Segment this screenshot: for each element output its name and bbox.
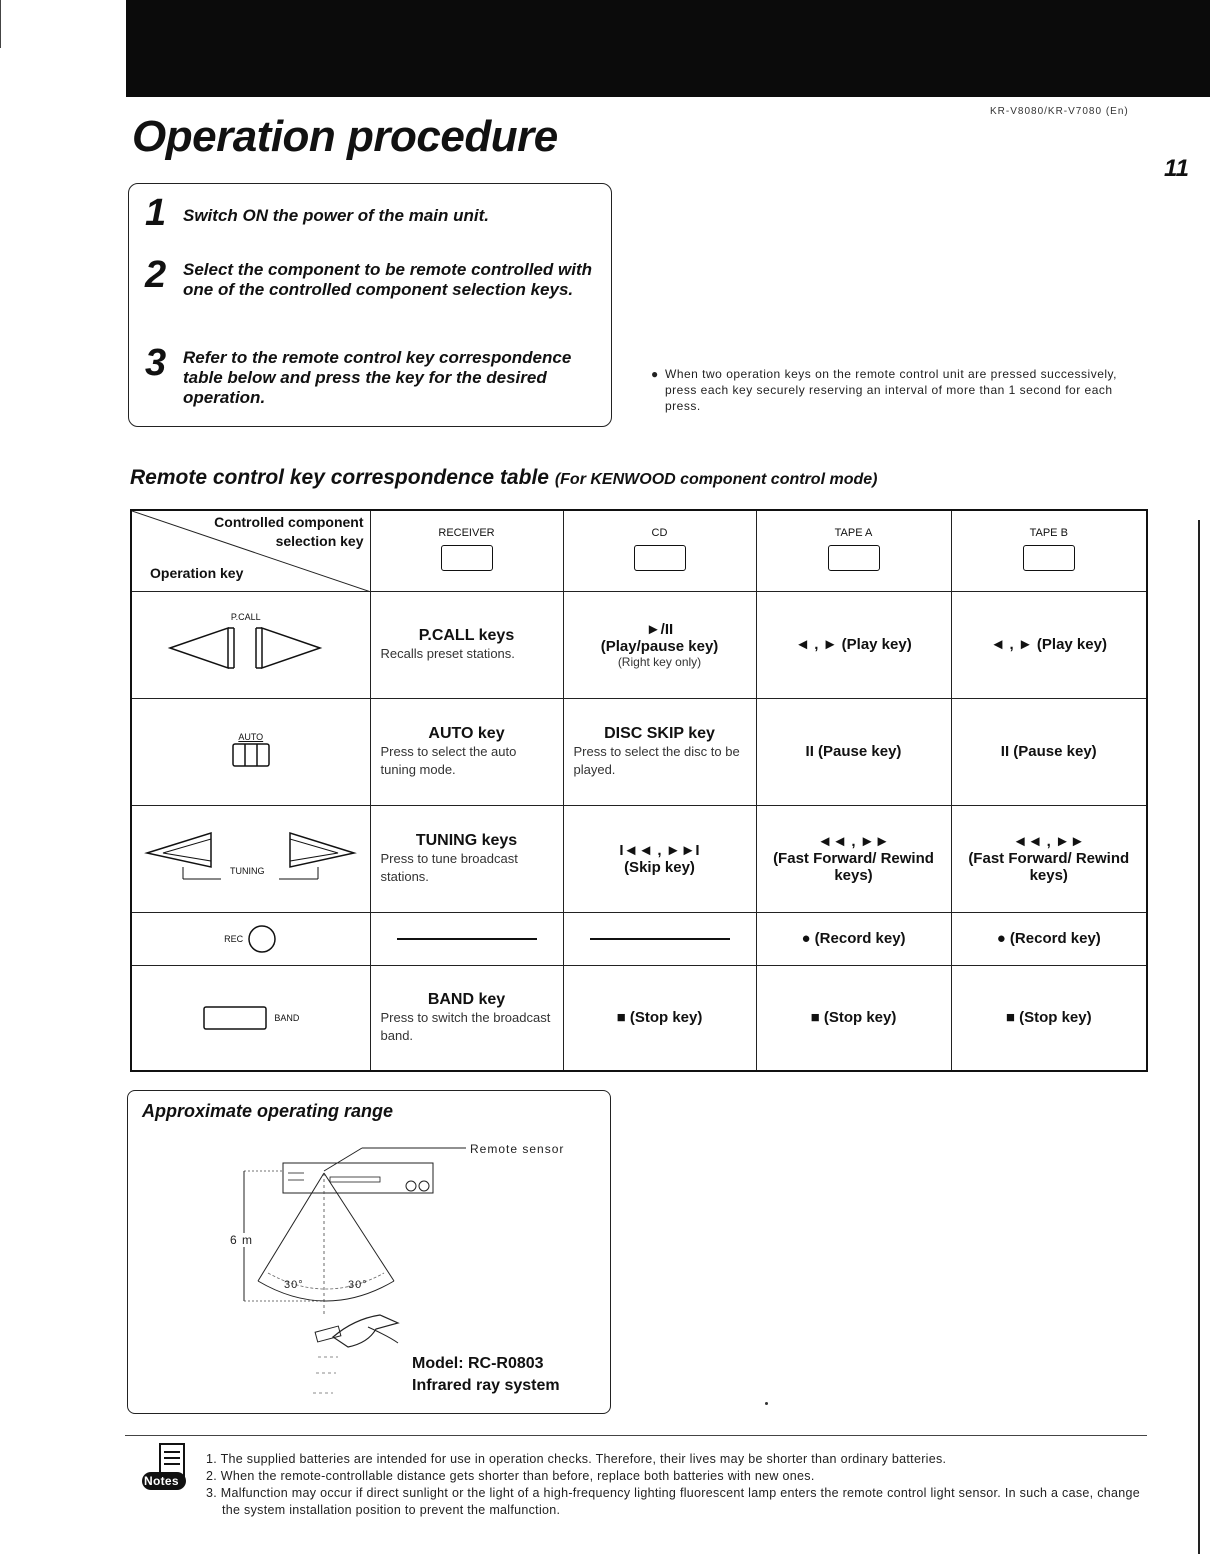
column-receiver <box>370 510 563 591</box>
pcall-receiver-cell <box>370 591 563 698</box>
tuning-cd-symbol: I◄◄ , ►►I <box>619 841 700 859</box>
auto-key-cell <box>131 698 370 805</box>
pcall-tape-b-cell <box>951 591 1147 698</box>
auto-cd-desc: Press to select the disc to be played. <box>573 743 740 777</box>
step-3-text: Refer to the remote control key correspondence table below and press the key for the desired operation. <box>183 348 572 407</box>
notes-icon-label: Notes <box>144 1474 179 1488</box>
note-item: 3. Malfunction may occur if direct sunlight or the light of a high-frequency lighting fluorescent lamp enters the remote control light sensor. In such a case, change the system installation position to prevent the malfunction. <box>206 1486 1141 1517</box>
tape-b-key-icon <box>1023 545 1075 571</box>
auto-key-icon <box>231 742 271 768</box>
table-row <box>131 591 1147 698</box>
rec-key-cell <box>131 912 370 965</box>
steps-box <box>128 183 612 427</box>
column-cd <box>563 510 756 591</box>
angle-right-label: 30° <box>348 1279 368 1291</box>
auto-tape-a-text: II (Pause key) <box>805 743 902 760</box>
auto-cd-title: DISC SKIP key <box>604 724 715 742</box>
step-1-text: Switch ON the power of the main unit. <box>183 206 490 225</box>
band-cd-text: ■ (Stop key) <box>616 1009 703 1027</box>
auto-tape-b-text: II (Pause key) <box>1000 743 1097 760</box>
auto-tape-b-cell <box>951 698 1147 805</box>
range-title: Approximate operating range <box>142 1101 394 1121</box>
tuning-keys-icon <box>143 827 358 887</box>
table-row <box>131 805 1147 912</box>
band-key-cell <box>131 965 370 1071</box>
column-receiver-label: RECEIVER <box>438 526 495 539</box>
pcall-receiver-title: P.CALL keys <box>418 626 515 644</box>
tuning-tape-a-symbol: ◄◄ , ►► <box>817 833 890 850</box>
rec-tape-b-text: ● (Record key) <box>996 930 1101 947</box>
stray-dot <box>765 1402 768 1405</box>
step-2-text: Select the component to be remote controlled with one of the controlled component selection keys. <box>183 260 592 299</box>
tuning-receiver-desc: Press to tune broadcast stations. <box>380 850 518 884</box>
auto-tape-a-cell <box>756 698 951 805</box>
remote-model: Model: RC-R0803 <box>412 1355 544 1372</box>
notes-divider <box>125 1435 1147 1436</box>
pcall-cd-cell <box>563 591 756 698</box>
tuning-tape-b-symbol: ◄◄ , ►► <box>1012 833 1085 850</box>
rec-key-label: REC <box>224 933 244 944</box>
rec-receiver-cell <box>370 912 563 965</box>
step-2-number: 2 <box>145 254 167 296</box>
band-tape-b-cell <box>951 965 1147 1071</box>
rec-key-icon <box>247 924 277 954</box>
auto-receiver-title: AUTO key <box>428 724 505 742</box>
table-row <box>131 698 1147 805</box>
step-3-number: 3 <box>145 342 167 384</box>
header-band <box>126 0 1210 97</box>
pcall-receiver-desc: Recalls preset stations. <box>380 645 515 661</box>
remote-system: Infrared ray system <box>412 1377 560 1394</box>
model-code: KR-V8080/KR-V7080 (En) <box>990 106 1129 117</box>
pcall-cd-symbol: ►/II <box>645 620 674 638</box>
tuning-cd-title: (Skip key) <box>624 858 695 876</box>
tuning-tape-a-text: (Fast Forward/ Rewind keys) <box>773 850 934 884</box>
note-item: 2. When the remote-controllable distance gets shorter than before, replace both batteries with new ones. <box>206 1469 815 1483</box>
pcall-keys-icon <box>166 622 336 674</box>
tuning-tape-b-cell <box>951 805 1147 912</box>
operating-range-box <box>127 1090 611 1414</box>
table-header-row <box>131 510 1147 591</box>
pcall-tape-a-text: ◄ , ► (Play key) <box>795 636 912 653</box>
band-cd-cell <box>563 965 756 1071</box>
table-subtitle: (For KENWOOD component control mode) <box>554 471 878 488</box>
corner-top-label: Controlled component selection key <box>214 514 364 549</box>
pcall-key-label: P.CALL <box>230 611 261 622</box>
column-tape-a-label: TAPE A <box>834 526 873 539</box>
corner-bottom-label: Operation key <box>150 564 244 581</box>
band-receiver-title: BAND key <box>427 990 506 1008</box>
table-row <box>131 912 1147 965</box>
auto-receiver-cell <box>370 698 563 805</box>
tuning-key-label: TUNING <box>230 865 265 876</box>
rec-tape-a-cell <box>756 912 951 965</box>
page-edge-rule <box>0 0 1 48</box>
column-cd-label: CD <box>651 526 668 539</box>
key-correspondence-table <box>130 509 1148 1072</box>
table-title: Remote control key correspondence table <box>130 466 549 489</box>
note-item: 1. The supplied batteries are intended for use in operation checks. Therefore, their lives may be shorter than ordinary batteries. <box>206 1452 947 1466</box>
side-note <box>651 366 1150 414</box>
tuning-tape-a-cell <box>756 805 951 912</box>
rec-tape-a-text: ● (Record key) <box>801 930 906 947</box>
tuning-cd-cell <box>563 805 756 912</box>
pcall-key-cell <box>131 591 370 698</box>
pcall-tape-a-cell <box>756 591 951 698</box>
band-tape-b-text: ■ (Stop key) <box>1005 1009 1092 1027</box>
tuning-key-cell <box>131 805 370 912</box>
rec-receiver-dash <box>397 938 537 940</box>
auto-cd-cell <box>563 698 756 805</box>
pcall-tape-b-text: ◄ , ► (Play key) <box>990 636 1107 653</box>
table-row <box>131 965 1147 1071</box>
auto-key-label: AUTO <box>238 731 264 742</box>
step-1-number: 1 <box>145 192 167 234</box>
auto-receiver-desc: Press to select the auto tuning mode. <box>380 743 517 777</box>
table-section-title <box>130 466 877 490</box>
distance-label: 6 m <box>230 1233 254 1247</box>
band-key-icon <box>202 1005 270 1031</box>
bullet-icon: ● <box>651 367 659 381</box>
pcall-cd-note: (Right key only) <box>617 654 702 669</box>
column-tape-a <box>756 510 951 591</box>
remote-sensor-label: Remote sensor <box>470 1142 565 1156</box>
rec-cd-cell <box>563 912 756 965</box>
pcall-cd-title: (Play/pause key) <box>600 637 719 655</box>
notes-icon <box>140 1442 192 1499</box>
tuning-receiver-cell <box>370 805 563 912</box>
band-receiver-desc: Press to switch the broadcast band. <box>380 1009 551 1043</box>
column-tape-b <box>951 510 1147 591</box>
band-key-label: BAND <box>274 1012 300 1023</box>
binding-rule <box>1198 520 1200 1554</box>
tuning-receiver-title: TUNING keys <box>415 831 518 849</box>
rec-cd-dash <box>590 938 730 940</box>
angle-left-label: 30° <box>284 1279 304 1291</box>
tape-a-key-icon <box>828 545 880 571</box>
cd-key-icon <box>634 545 686 571</box>
band-receiver-cell <box>370 965 563 1071</box>
page-title: Operation procedure <box>132 112 558 161</box>
rec-tape-b-cell <box>951 912 1147 965</box>
corner-cell <box>131 510 370 591</box>
column-tape-b-label: TAPE B <box>1029 526 1068 539</box>
band-tape-a-text: ■ (Stop key) <box>810 1009 897 1027</box>
page-number: 11 <box>1164 155 1189 182</box>
side-note-text: When two operation keys on the remote control unit are pressed successively, press each key securely reserving an interval of more than 1 second for each press. <box>665 367 1117 413</box>
receiver-key-icon <box>441 545 493 571</box>
tuning-tape-b-text: (Fast Forward/ Rewind keys) <box>968 850 1130 884</box>
band-tape-a-cell <box>756 965 951 1071</box>
notes-list <box>206 1451 1146 1519</box>
